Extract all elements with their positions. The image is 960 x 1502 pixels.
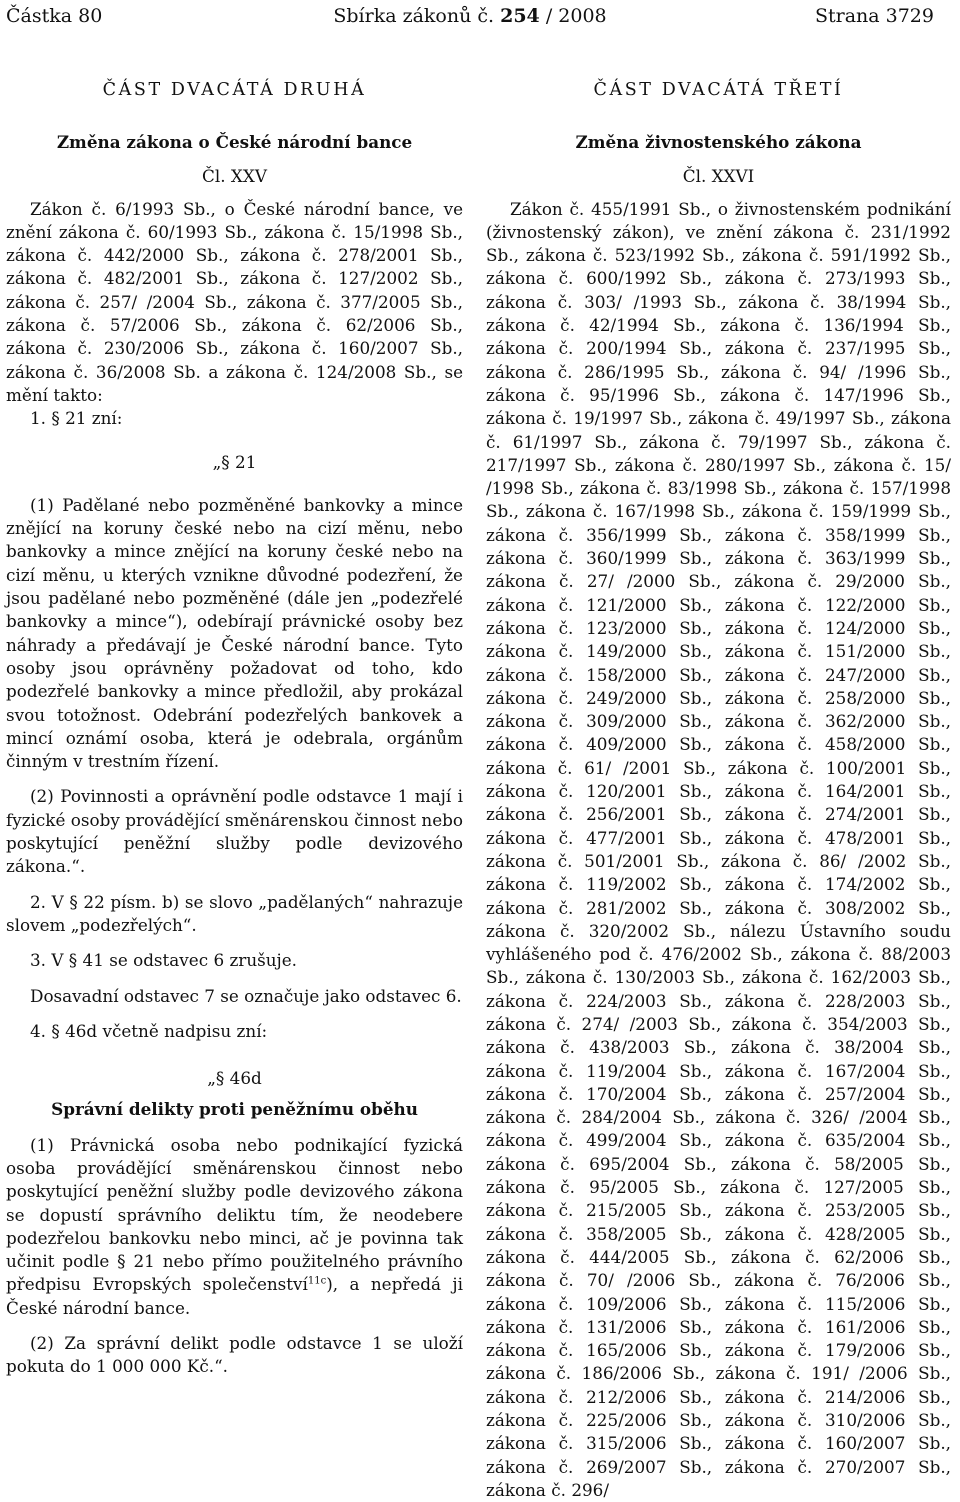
page-header <box>6 4 934 28</box>
page-number: Strana 3729 <box>814 5 934 27</box>
collection-title <box>6 4 934 28</box>
section-46d-title: Správní delikty proti peněžnímu oběhu <box>51 1099 418 1120</box>
section-46d-heading: „§ 46d <box>207 1068 262 1089</box>
footnote-reference: 11c <box>307 1275 327 1287</box>
amendment-point-4: 4. § 46d včetně nadpisu zní: <box>30 1020 268 1041</box>
amendment-point-2: 2. V § 22 písm. b) se slovo „padělaných“ nahrazuje slovem „podezřelých“. <box>6 891 463 935</box>
article-number: Čl. XXVI <box>682 166 755 187</box>
change-title: Změna zákona o České národní bance <box>56 132 413 152</box>
issue-number: Částka 80 <box>6 5 103 27</box>
article-number: Čl. XXV <box>202 166 267 187</box>
part-title: ČÁST DVACÁTÁ DRUHÁ <box>102 80 367 100</box>
left-column <box>6 78 463 1379</box>
right-column <box>486 78 951 1502</box>
section-21-paragraph-2: (2) Povinnosti a oprávnění podle odstavce 1 mají i fyzické osoby provádějící směnárenskou činnost nebo poskytující peněžní služby podle devizového zákona.“. <box>6 786 463 877</box>
section-21-paragraph-1: (1) Padělané nebo pozměněné bankovky a mince znějící na koruny české nebo na cizí měnu, nebo bankovky a mince znějící na koruny české nebo na cizí měnu, u kterých vznikne důvodné podezření, že jsou padělané nebo pozměněné (dále jen „podezřelé bankovky a mince“), odebírají právnické osoby bez náhrady a předávají je České národní bance. Tyto osoby jsou oprávněny požadovat od toho, kdo podezřelé bankovky a mince předložil, aby prokázal svou totožnost. Odebrání podezřelých bankovek a mincí oznámí osoba, která je odebrala, orgánům činným v trestním řízení. <box>6 494 463 772</box>
collection-year: / 2008 <box>545 5 607 27</box>
amendment-point-1: 1. § 21 zní: <box>30 408 123 429</box>
section-46d-paragraph-1-end: ), a nepředá ji České národní bance. <box>6 1274 463 1318</box>
section-46d-paragraph-1 <box>6 1134 463 1320</box>
amendment-point-3-note: Dosavadní odstavec 7 se označuje jako odstavec 6. <box>30 985 462 1006</box>
amendment-text: Zákon č. 455/1991 Sb., o živnostenském podnikání (živnostenský zákon), ve znění zákona č. 231/1992 Sb., zákona č. 523/1992 Sb., zákona č. 591/1992 Sb., zákona č. 600/1992 Sb., zákona č. 273/1993 Sb., zákona č. 303/ /1993 Sb., zákona č. 38/1994 Sb., zákona č. 42/1994 Sb., zákona č. 136/1994 Sb., zákona č. 200/1994 Sb., zákona č. 237/1995 Sb., zákona č. 286/1995 Sb., zákona č. 94/ /1996 Sb., zákona č. 95/1996 Sb., zákona č. 147/1996 Sb., zákona č. 19/1997 Sb., zákona č. 49/1997 Sb., zákona č. 61/1997 Sb., zákona č. 79/1997 Sb., zákona č. 217/1997 Sb., zákona č. 280/1997 Sb., zákona č. 15/ /1998 Sb., zákona č. 83/1998 Sb., zákona č. 157/1998 Sb., zákona č. 167/1998 Sb., zákona č. 159/1999 Sb., zákona č. 356/1999 Sb., zákona č. 358/1999 Sb., zákona č. 360/1999 Sb., zákona č. 363/1999 Sb., zákona č. 27/ /2000 Sb., zákona č. 29/2000 Sb., zákona č. 121/2000 Sb., zákona č. 122/2000 Sb., zákona č. 123/2000 Sb., zákona č. 124/2000 Sb., zákona č. 149/2000 Sb., zákona č. 151/2000 Sb., zákona č. 158/2000 Sb., zákona č. 247/2000 Sb., zákona č. 249/2000 Sb., zákona č. 258/2000 Sb., zákona č. 309/2000 Sb., zákona č. 362/2000 Sb., zákona č. 409/2000 Sb., zákona č. 458/2000 Sb., zákona č. 61/ /2001 Sb., zákona č. 100/2001 Sb., zákona č. 120/2001 Sb., zákona č. 164/2001 Sb., zákona č. 256/2001 Sb., zákona č. 274/2001 Sb., zákona č. 477/2001 Sb., zákona č. 478/2001 Sb., zákona č. 501/2001 Sb., zákona č. 86/ /2002 Sb., zákona č. 119/2002 Sb., zákona č. 174/2002 Sb., zákona č. 281/2002 Sb., zákona č. 308/2002 Sb., zákona č. 320/2002 Sb., nálezu Ústavního soudu vyhlášeného pod č. 476/2002 Sb., zákona č. 88/2003 Sb., zákona č. 130/2003 Sb., zákona č. 162/2003 Sb., zákona č. 224/2003 Sb., zákona č. 228/2003 Sb., zákona č. 274/ /2003 Sb., zákona č. 354/2003 Sb., zákona č. 438/2003 Sb., zákona č. 38/2004 Sb., zákona č. 119/2004 Sb., zákona č. 167/2004 Sb., zákona č. 170/2004 Sb., zákona č. 257/2004 Sb., zákona č. 284/2004 Sb., zákona č. 326/ /2004 Sb., zákona č. 499/2004 Sb., zákona č. 635/2004 Sb., zákona č. 695/2004 Sb., zákona č. 58/2005 Sb., zákona č. 95/2005 Sb., zákona č. 127/2005 Sb., zákona č. 215/2005 Sb., zákona č. 253/2005 Sb., zákona č. 358/2005 Sb., zákona č. 428/2005 Sb., zákona č. 444/2005 Sb., zákona č. 62/2006 Sb., zákona č. 70/ /2006 Sb., zákona č. 76/2006 Sb., zákona č. 109/2006 Sb., zákona č. 115/2006 Sb., zákona č. 131/2006 Sb., zákona č. 161/2006 Sb., zákona č. 165/2006 Sb., zákona č. 179/2006 Sb., zákona č. 186/2006 Sb., zákona č. 191/ /2006 Sb., zákona č. 212/2006 Sb., zákona č. 214/2006 Sb., zákona č. 225/2006 Sb., zákona č. 310/2006 Sb., zákona č. 315/2006 Sb., zákona č. 160/2007 Sb., zákona č. 269/2007 Sb., zákona č. 270/2007 Sb., zákona č. 296/ <box>486 198 951 1500</box>
intro-paragraph: Zákon č. 6/1993 Sb., o České národní bance, ve znění zákona č. 60/1993 Sb., zákona č. 15/1998 Sb., zákona č. 442/2000 Sb., zákona č. 278/2001 Sb., zákona č. 482/2001 Sb., zákona č. 127/2002 Sb., zákona č. 257/ /2004 Sb., zákona č. 377/2005 Sb., zákona č. 57/2006 Sb., zákona č. 62/2006 Sb., zákona č. 230/2006 Sb., zákona č. 160/2007 Sb., zákona č. 36/2008 Sb. a zákona č. 124/2008 Sb., se mění takto: <box>6 198 463 405</box>
collection-name: Sbírka zákonů č. <box>333 5 495 27</box>
section-46d-paragraph-1-text: (1) Právnická osoba nebo podnikající fyzická osoba provádějící směnárenskou činnost nebo poskytující peněžní služby podle devizového zákona se dopustí správního deliktu tím, že neodebere podezřelou bankovku nebo minci, ač je povinna tak učinit podle § 21 nebo přímo použitelného právního předpisu Evropských společenství <box>6 1134 463 1295</box>
amendment-point-3: 3. V § 41 se odstavec 6 zrušuje. <box>30 950 298 971</box>
section-21-heading: „§ 21 <box>212 451 257 472</box>
section-46d-paragraph-2: (2) Za správní delikt podle odstavce 1 se uloží pokuta do 1 000 000 Kč.“. <box>6 1333 463 1377</box>
part-title: ČÁST DVACÁTÁ TŘETÍ <box>593 80 844 100</box>
change-title: Změna živnostenského zákona <box>575 132 862 152</box>
law-number: 254 <box>500 5 540 27</box>
